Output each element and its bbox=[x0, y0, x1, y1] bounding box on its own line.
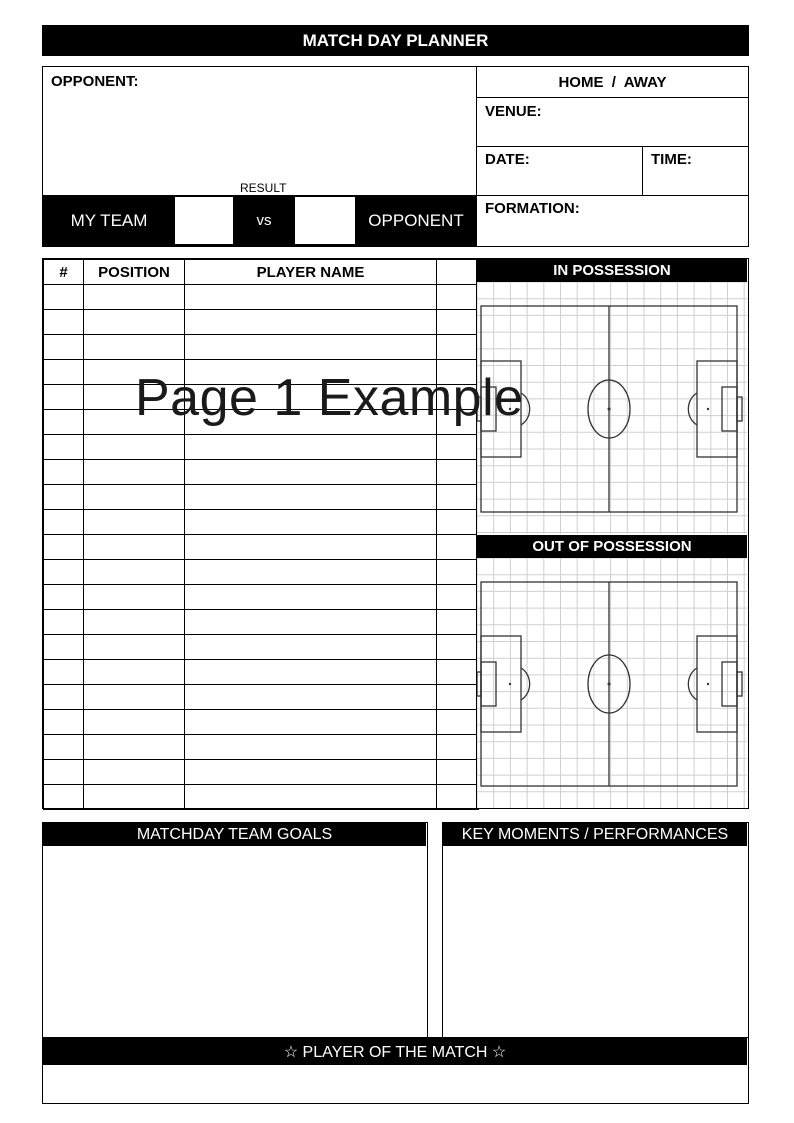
position-cell[interactable] bbox=[84, 335, 185, 360]
col-player-name-header: PLAYER NAME bbox=[185, 260, 437, 285]
key-moments-box[interactable] bbox=[442, 822, 749, 1038]
extra-cell[interactable] bbox=[437, 635, 479, 660]
player-name-cell[interactable] bbox=[185, 285, 437, 310]
team-goals-title: MATCHDAY TEAM GOALS bbox=[136, 825, 333, 843]
number-cell[interactable] bbox=[44, 585, 84, 610]
extra-cell[interactable] bbox=[437, 710, 479, 735]
player-of-match-title: ☆ PLAYER OF THE MATCH ☆ bbox=[283, 1043, 507, 1061]
number-cell[interactable] bbox=[44, 635, 84, 660]
team-goals-box[interactable] bbox=[42, 822, 428, 1038]
home-away-field[interactable] bbox=[477, 67, 748, 98]
formation-field[interactable] bbox=[477, 196, 748, 246]
extra-cell[interactable] bbox=[437, 435, 479, 460]
roster-row bbox=[44, 685, 479, 710]
goal-left bbox=[477, 672, 481, 696]
out-of-possession-bar bbox=[477, 535, 747, 558]
roster-row bbox=[44, 710, 479, 735]
extra-cell[interactable] bbox=[437, 610, 479, 635]
roster-header-row bbox=[44, 260, 479, 285]
out-of-possession-label: OUT OF POSSESSION bbox=[532, 538, 692, 555]
home-away-label: HOME / AWAY bbox=[558, 73, 667, 91]
roster-row bbox=[44, 485, 479, 510]
number-cell[interactable] bbox=[44, 485, 84, 510]
in-possession-bar bbox=[477, 259, 747, 282]
in-possession-label: IN POSSESSION bbox=[553, 262, 671, 279]
venue-label: VENUE: bbox=[485, 103, 542, 120]
player-name-cell[interactable] bbox=[185, 610, 437, 635]
number-cell[interactable] bbox=[44, 685, 84, 710]
position-cell[interactable] bbox=[84, 585, 185, 610]
number-cell[interactable] bbox=[44, 410, 84, 435]
position-cell[interactable] bbox=[84, 485, 185, 510]
number-cell[interactable] bbox=[44, 310, 84, 335]
player-name-cell[interactable] bbox=[185, 660, 437, 685]
roster-row bbox=[44, 660, 479, 685]
penalty-area-right bbox=[697, 361, 737, 457]
col-position-header: POSITION bbox=[84, 260, 185, 285]
my-team-label bbox=[43, 195, 175, 246]
number-cell[interactable] bbox=[44, 535, 84, 560]
goal-area-right bbox=[722, 662, 737, 706]
player-name-cell[interactable] bbox=[185, 685, 437, 710]
page-title: MATCH DAY PLANNER bbox=[302, 30, 489, 50]
player-name-cell[interactable] bbox=[185, 785, 437, 810]
penalty-spot-right bbox=[707, 683, 709, 685]
match-info-box bbox=[476, 66, 749, 247]
player-name-cell[interactable] bbox=[185, 560, 437, 585]
position-cell[interactable] bbox=[84, 710, 185, 735]
team-goals-bar bbox=[43, 823, 426, 846]
position-cell[interactable] bbox=[84, 310, 185, 335]
roster-row bbox=[44, 535, 479, 560]
player-name-cell[interactable] bbox=[185, 435, 437, 460]
position-cell[interactable] bbox=[84, 735, 185, 760]
penalty-spot-left bbox=[509, 683, 511, 685]
number-cell[interactable] bbox=[44, 610, 84, 635]
number-cell[interactable] bbox=[44, 285, 84, 310]
roster-row bbox=[44, 435, 479, 460]
example-watermark: Page 1 Example bbox=[135, 369, 524, 427]
penalty-arc-left bbox=[521, 668, 530, 700]
extra-cell[interactable] bbox=[437, 760, 479, 785]
player-of-match-box[interactable] bbox=[42, 1037, 749, 1104]
formation-label: FORMATION: bbox=[485, 200, 580, 217]
extra-cell[interactable] bbox=[437, 335, 479, 360]
position-cell[interactable] bbox=[84, 635, 185, 660]
page-title-bar bbox=[42, 25, 749, 56]
roster-table-wrap bbox=[42, 258, 477, 809]
time-field[interactable] bbox=[643, 147, 748, 196]
penalty-arc-right bbox=[688, 668, 697, 700]
col-extra-header bbox=[437, 260, 479, 285]
extra-cell[interactable] bbox=[437, 485, 479, 510]
roster-row bbox=[44, 510, 479, 535]
opponent-score-input[interactable] bbox=[295, 197, 355, 244]
extra-cell[interactable] bbox=[437, 735, 479, 760]
vs-label bbox=[233, 195, 295, 246]
position-cell[interactable] bbox=[84, 435, 185, 460]
number-cell[interactable] bbox=[44, 360, 84, 385]
opponent-label: OPPONENT: bbox=[51, 73, 139, 90]
penalty-arc-right bbox=[688, 393, 697, 425]
penalty-area-right bbox=[697, 636, 737, 732]
roster-row bbox=[44, 635, 479, 660]
pitch-panel bbox=[476, 258, 749, 809]
player-name-cell[interactable] bbox=[185, 735, 437, 760]
roster-row bbox=[44, 610, 479, 635]
out-of-possession-pitch[interactable] bbox=[477, 558, 747, 808]
number-cell[interactable] bbox=[44, 460, 84, 485]
roster-row bbox=[44, 285, 479, 310]
result-label: RESULT bbox=[240, 181, 287, 195]
player-name-cell[interactable] bbox=[185, 535, 437, 560]
position-cell[interactable] bbox=[84, 285, 185, 310]
venue-field[interactable] bbox=[477, 98, 748, 147]
position-cell[interactable] bbox=[84, 510, 185, 535]
number-cell[interactable] bbox=[44, 335, 84, 360]
extra-cell[interactable] bbox=[437, 535, 479, 560]
player-name-cell[interactable] bbox=[185, 460, 437, 485]
player-name-cell[interactable] bbox=[185, 710, 437, 735]
position-cell[interactable] bbox=[84, 560, 185, 585]
date-label: DATE: bbox=[485, 151, 530, 168]
roster-row bbox=[44, 560, 479, 585]
opponent-team-text: OPPONENT bbox=[368, 210, 464, 230]
my-team-score-input[interactable] bbox=[175, 197, 233, 244]
player-name-cell[interactable] bbox=[185, 585, 437, 610]
player-name-cell[interactable] bbox=[185, 485, 437, 510]
position-cell[interactable] bbox=[84, 660, 185, 685]
center-spot bbox=[608, 408, 611, 411]
number-cell[interactable] bbox=[44, 760, 84, 785]
number-cell[interactable] bbox=[44, 660, 84, 685]
col-number-header: # bbox=[44, 260, 84, 285]
extra-cell[interactable] bbox=[437, 510, 479, 535]
roster-row bbox=[44, 335, 479, 360]
extra-cell[interactable] bbox=[437, 285, 479, 310]
player-name-cell[interactable] bbox=[185, 635, 437, 660]
roster-row bbox=[44, 735, 479, 760]
my-team-text: MY TEAM bbox=[70, 210, 148, 230]
number-cell[interactable] bbox=[44, 710, 84, 735]
opponent-box[interactable] bbox=[42, 66, 478, 247]
number-cell[interactable] bbox=[44, 510, 84, 535]
goal-right bbox=[737, 397, 742, 421]
extra-cell[interactable] bbox=[437, 460, 479, 485]
player-of-match-bar bbox=[43, 1038, 747, 1065]
roster-row bbox=[44, 310, 479, 335]
extra-cell[interactable] bbox=[437, 685, 479, 710]
player-name-cell[interactable] bbox=[185, 335, 437, 360]
position-cell[interactable] bbox=[84, 535, 185, 560]
player-name-cell[interactable] bbox=[185, 760, 437, 785]
penalty-area-left bbox=[481, 636, 521, 732]
vs-text: vs bbox=[256, 212, 272, 229]
number-cell[interactable] bbox=[44, 735, 84, 760]
time-label: TIME: bbox=[651, 151, 692, 168]
player-name-cell[interactable] bbox=[185, 510, 437, 535]
position-cell[interactable] bbox=[84, 610, 185, 635]
center-spot bbox=[608, 683, 611, 686]
position-cell[interactable] bbox=[84, 460, 185, 485]
goal-area-right bbox=[722, 387, 737, 431]
score-bar bbox=[43, 195, 477, 246]
key-moments-title: KEY MOMENTS / PERFORMANCES bbox=[461, 825, 729, 843]
roster-row bbox=[44, 585, 479, 610]
number-cell[interactable] bbox=[44, 435, 84, 460]
date-field[interactable] bbox=[477, 147, 643, 196]
position-cell[interactable] bbox=[84, 760, 185, 785]
number-cell[interactable] bbox=[44, 560, 84, 585]
roster-row bbox=[44, 760, 479, 785]
number-cell[interactable] bbox=[44, 785, 84, 810]
number-cell[interactable] bbox=[44, 385, 84, 410]
roster-table bbox=[43, 259, 479, 810]
extra-cell[interactable] bbox=[437, 310, 479, 335]
goal-right bbox=[737, 672, 742, 696]
opponent-team-label bbox=[355, 195, 477, 246]
position-cell[interactable] bbox=[84, 685, 185, 710]
extra-cell[interactable] bbox=[437, 585, 479, 610]
position-cell[interactable] bbox=[84, 785, 185, 810]
extra-cell[interactable] bbox=[437, 560, 479, 585]
penalty-spot-right bbox=[707, 408, 709, 410]
extra-cell[interactable] bbox=[437, 660, 479, 685]
roster-row bbox=[44, 785, 479, 810]
extra-cell[interactable] bbox=[437, 785, 479, 810]
roster-row bbox=[44, 460, 479, 485]
key-moments-bar bbox=[443, 823, 747, 846]
player-name-cell[interactable] bbox=[185, 310, 437, 335]
